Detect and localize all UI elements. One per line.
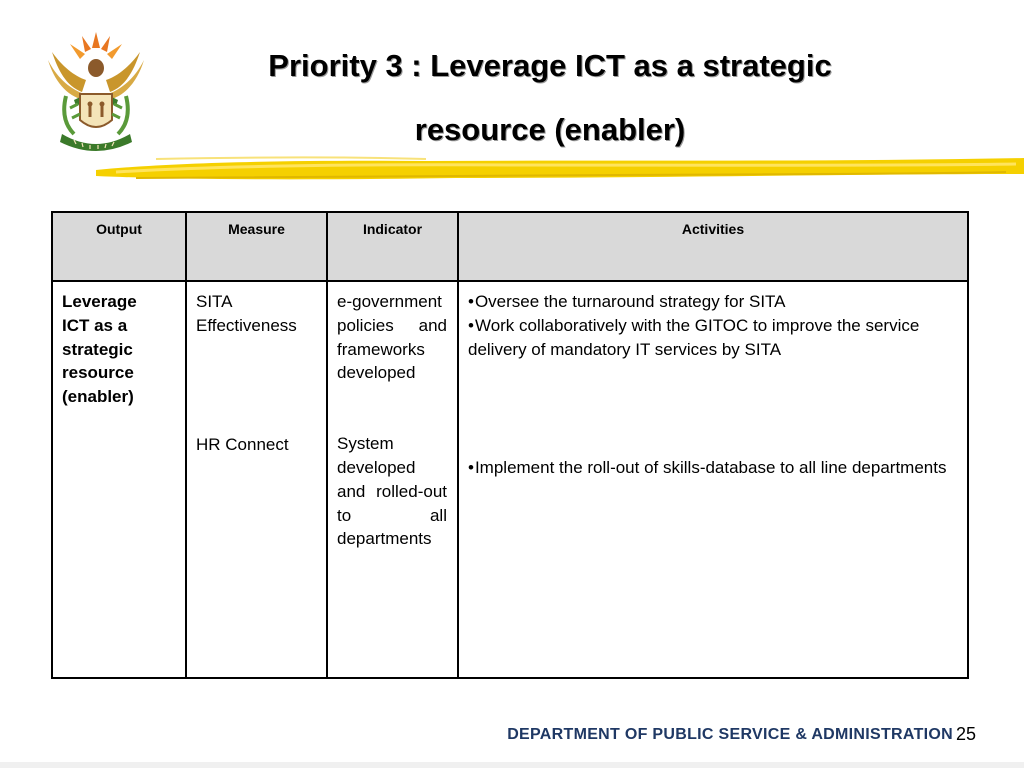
measure-hr-connect: HR Connect — [196, 434, 289, 454]
header-measure: Measure — [186, 212, 327, 281]
activity-item: • Work collaboratively with the GITOC to improve the service delivery of mandatory IT services by SITA — [468, 314, 957, 362]
activity-item: • Implement the roll-out of skills-database to all line departments — [468, 456, 957, 480]
indicator-egov: e-government policies and frameworks developed — [337, 292, 447, 383]
header-activities: Activities — [458, 212, 968, 281]
activity-item: • Oversee the turnaround strategy for SITA — [468, 290, 957, 314]
sun-rays-icon — [70, 32, 122, 59]
output-line: Leverage — [62, 292, 137, 311]
slide-title — [160, 34, 940, 162]
title-line-2: resource (enabler) — [414, 112, 686, 147]
indicator-system: System developed and rolled-out to all departments — [337, 434, 447, 549]
bird-head-icon — [88, 59, 104, 77]
yellow-brush-stroke — [96, 148, 1024, 188]
department-footer: DEPARTMENT OF PUBLIC SERVICE & ADMINISTRATION — [507, 726, 953, 743]
output-line: (enabler) — [62, 387, 134, 407]
table-header-row — [52, 212, 968, 281]
bottom-divider — [0, 762, 1024, 768]
header-output: Output — [52, 212, 186, 281]
priority-table — [51, 211, 969, 679]
activities-cell — [458, 281, 968, 678]
page-number: 25 — [956, 724, 977, 744]
shield-icon — [80, 94, 112, 127]
output-line: strategic — [62, 339, 133, 359]
output-line: resource — [62, 363, 134, 383]
measure-cell — [186, 281, 327, 678]
title-line-1: Priority 3 : Leverage ICT as a strategic — [268, 48, 832, 83]
indicator-cell — [327, 281, 458, 678]
table-row — [52, 281, 968, 678]
output-cell — [52, 281, 186, 678]
coat-of-arms-emblem — [44, 30, 148, 156]
output-line: ICT as a — [62, 315, 128, 335]
header-indicator: Indicator — [327, 212, 458, 281]
measure-sita: SITA Effectiveness — [196, 292, 297, 335]
